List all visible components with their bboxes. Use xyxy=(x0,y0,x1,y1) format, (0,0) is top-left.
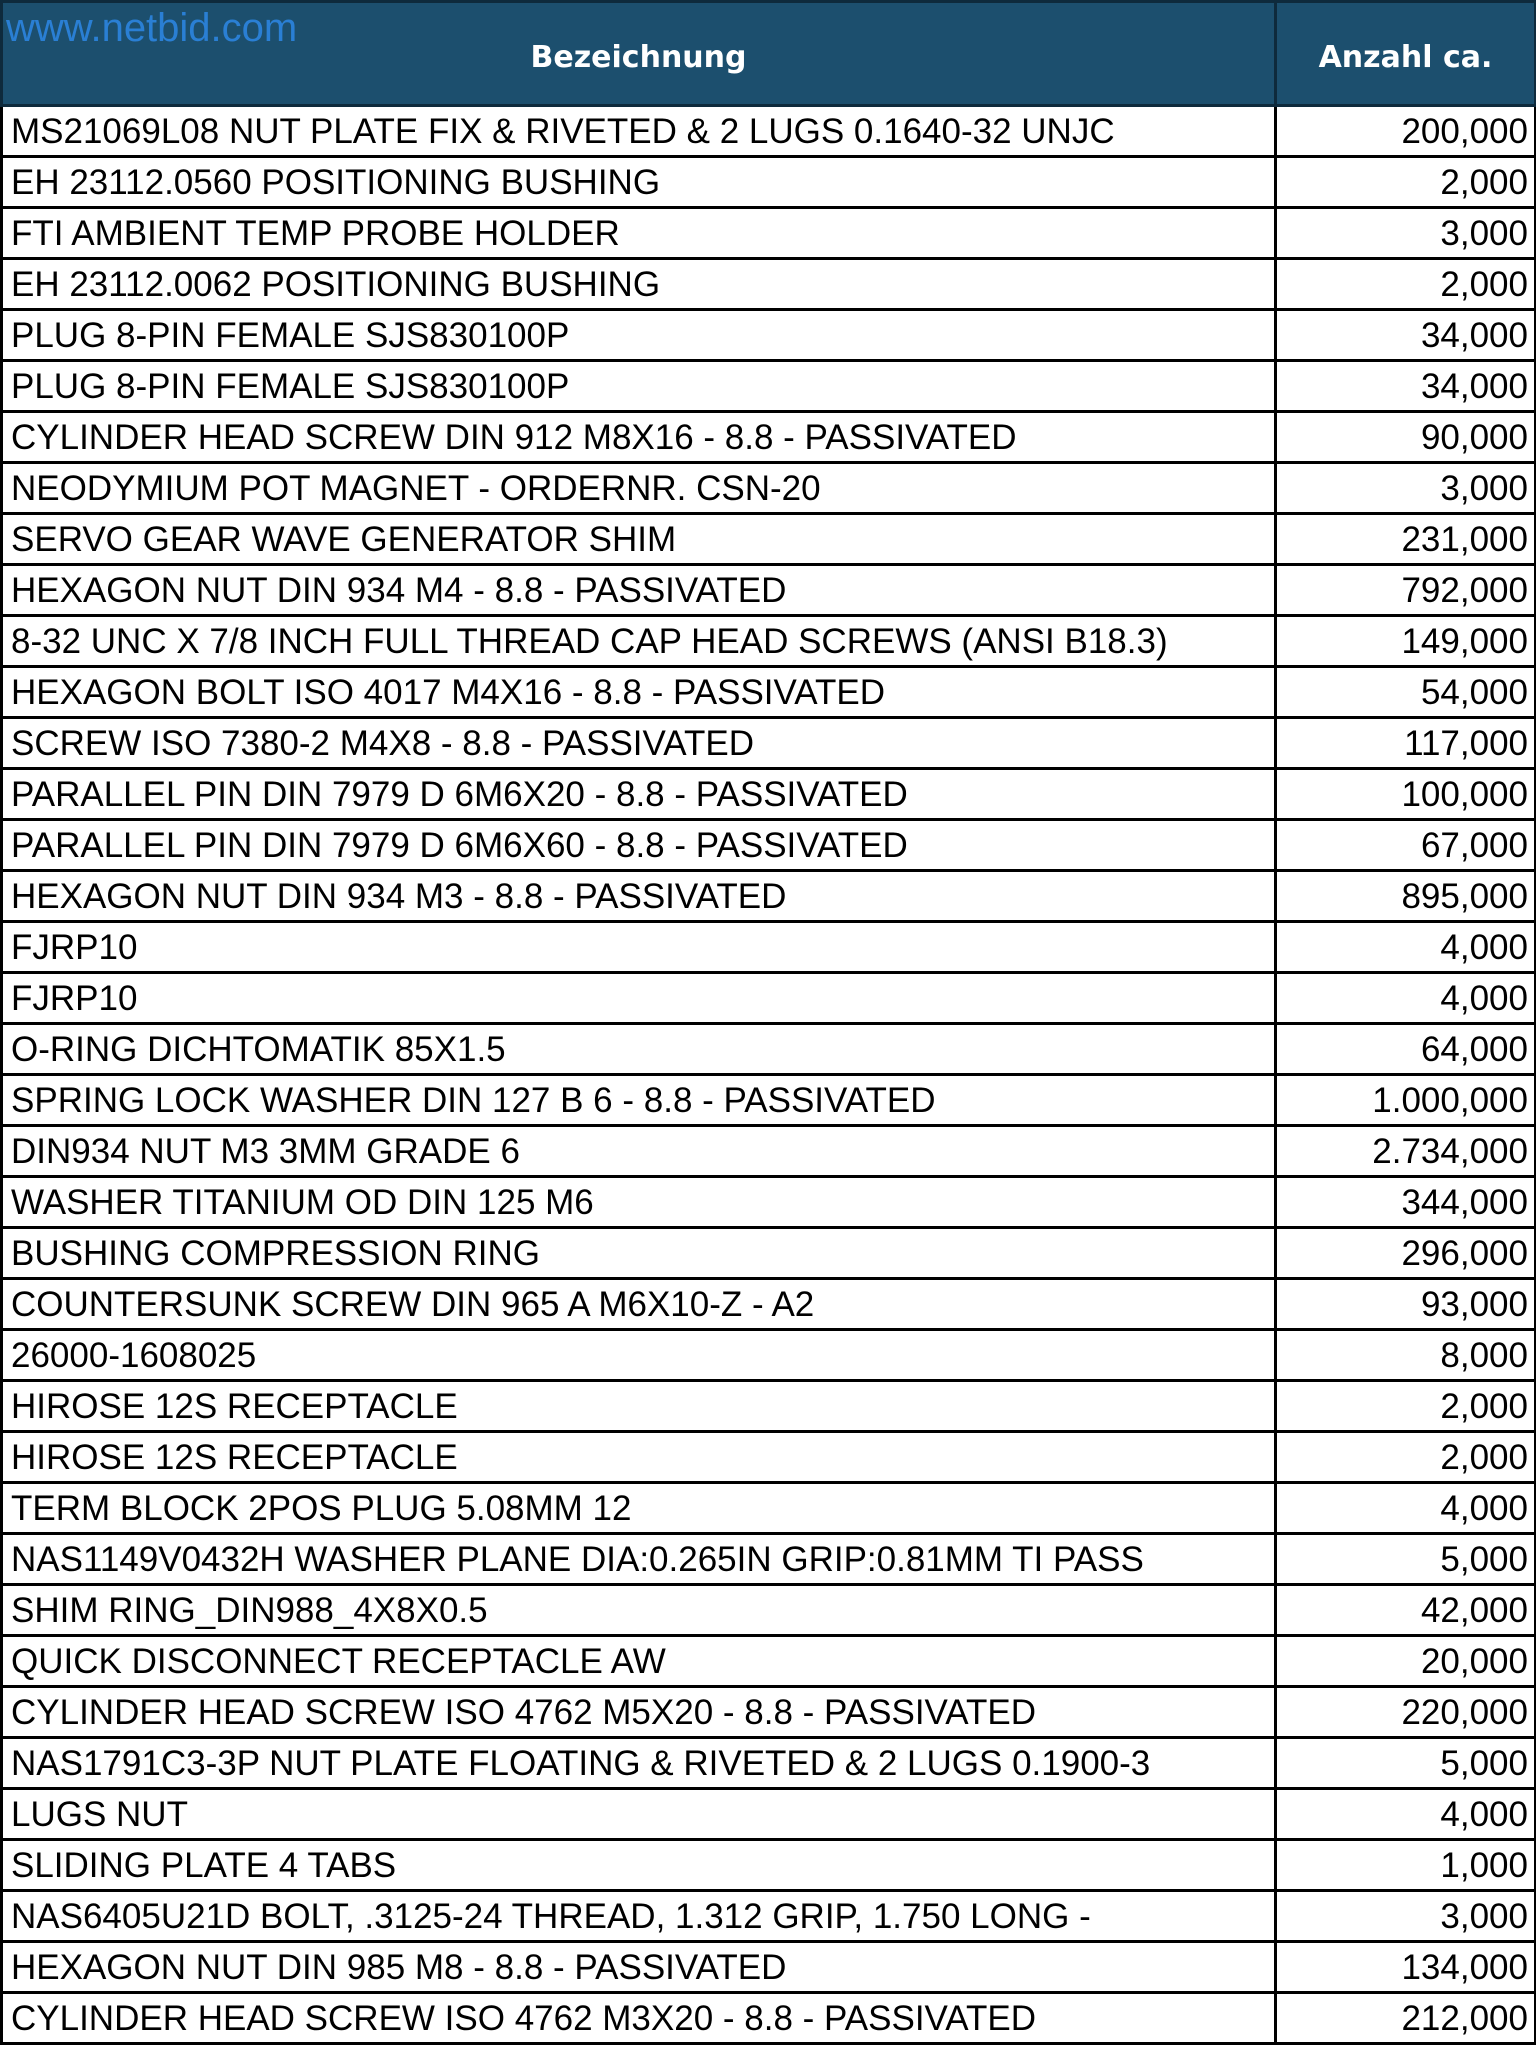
item-name-cell: EH 23112.0560 POSITIONING BUSHING xyxy=(2,157,1276,208)
column-header-anzahl: Anzahl ca. xyxy=(1276,2,1536,106)
table-row xyxy=(2,157,1536,208)
item-quantity-cell: 2,000 xyxy=(1276,259,1536,310)
table-row xyxy=(2,1279,1536,1330)
table-row xyxy=(2,922,1536,973)
item-quantity-cell: 895,000 xyxy=(1276,871,1536,922)
table-row xyxy=(2,1228,1536,1279)
item-name-cell: HEXAGON BOLT ISO 4017 M4X16 - 8.8 - PASSIVATED xyxy=(2,667,1276,718)
table-row xyxy=(2,259,1536,310)
table-row xyxy=(2,310,1536,361)
table-row xyxy=(2,1024,1536,1075)
item-quantity-cell: 149,000 xyxy=(1276,616,1536,667)
item-name-cell: NAS1149V0432H WASHER PLANE DIA:0.265IN GRIP:0.81MM TI PASS xyxy=(2,1534,1276,1585)
table-row xyxy=(2,1942,1536,1993)
item-quantity-cell: 792,000 xyxy=(1276,565,1536,616)
item-name-cell: FTI AMBIENT TEMP PROBE HOLDER xyxy=(2,208,1276,259)
item-quantity-cell: 2.734,000 xyxy=(1276,1126,1536,1177)
item-quantity-cell: 4,000 xyxy=(1276,922,1536,973)
item-name-cell: HEXAGON NUT DIN 934 M3 - 8.8 - PASSIVATED xyxy=(2,871,1276,922)
item-quantity-cell: 3,000 xyxy=(1276,1891,1536,1942)
watermark-text: www.netbid.com xyxy=(6,6,298,50)
item-name-cell: NAS1791C3-3P NUT PLATE FLOATING & RIVETED & 2 LUGS 0.1900-3 xyxy=(2,1738,1276,1789)
table-row xyxy=(2,1738,1536,1789)
item-quantity-cell: 3,000 xyxy=(1276,463,1536,514)
item-quantity-cell: 1,000 xyxy=(1276,1840,1536,1891)
item-name-cell: HIROSE 12S RECEPTACLE xyxy=(2,1381,1276,1432)
table-row xyxy=(2,1381,1536,1432)
table-row xyxy=(2,208,1536,259)
item-name-cell: 26000-1608025 xyxy=(2,1330,1276,1381)
item-name-cell: BUSHING COMPRESSION RING xyxy=(2,1228,1276,1279)
item-name-cell: NEODYMIUM POT MAGNET - ORDERNR. CSN-20 xyxy=(2,463,1276,514)
table-row xyxy=(2,667,1536,718)
item-quantity-cell: 220,000 xyxy=(1276,1687,1536,1738)
table-row xyxy=(2,1840,1536,1891)
item-quantity-cell: 3,000 xyxy=(1276,208,1536,259)
item-name-cell: HIROSE 12S RECEPTACLE xyxy=(2,1432,1276,1483)
item-quantity-cell: 231,000 xyxy=(1276,514,1536,565)
table-row xyxy=(2,616,1536,667)
item-quantity-cell: 134,000 xyxy=(1276,1942,1536,1993)
item-name-cell: COUNTERSUNK SCREW DIN 965 A M6X10-Z - A2 xyxy=(2,1279,1276,1330)
table-row xyxy=(2,871,1536,922)
table-row xyxy=(2,1126,1536,1177)
table-row xyxy=(2,565,1536,616)
item-quantity-cell: 64,000 xyxy=(1276,1024,1536,1075)
item-quantity-cell: 93,000 xyxy=(1276,1279,1536,1330)
item-quantity-cell: 90,000 xyxy=(1276,412,1536,463)
item-name-cell: QUICK DISCONNECT RECEPTACLE AW xyxy=(2,1636,1276,1687)
item-quantity-cell: 200,000 xyxy=(1276,106,1536,157)
table-row xyxy=(2,1075,1536,1126)
item-quantity-cell: 4,000 xyxy=(1276,1483,1536,1534)
table-row xyxy=(2,1483,1536,1534)
item-name-cell: 8-32 UNC X 7/8 INCH FULL THREAD CAP HEAD SCREWS (ANSI B18.3) xyxy=(2,616,1276,667)
table-row xyxy=(2,820,1536,871)
table-row xyxy=(2,769,1536,820)
item-name-cell: SLIDING PLATE 4 TABS xyxy=(2,1840,1276,1891)
table-row xyxy=(2,106,1536,157)
item-name-cell: PLUG 8-PIN FEMALE SJS830100P xyxy=(2,361,1276,412)
item-quantity-cell: 296,000 xyxy=(1276,1228,1536,1279)
table-row xyxy=(2,1177,1536,1228)
item-quantity-cell: 34,000 xyxy=(1276,361,1536,412)
item-name-cell: HEXAGON NUT DIN 934 M4 - 8.8 - PASSIVATED xyxy=(2,565,1276,616)
item-name-cell: FJRP10 xyxy=(2,922,1276,973)
item-name-cell: TERM BLOCK 2POS PLUG 5.08MM 12 xyxy=(2,1483,1276,1534)
table-row xyxy=(2,1585,1536,1636)
table-row xyxy=(2,1993,1536,2044)
item-name-cell: NAS6405U21D BOLT, .3125-24 THREAD, 1.312 GRIP, 1.750 LONG - xyxy=(2,1891,1276,1942)
item-quantity-cell: 212,000 xyxy=(1276,1993,1536,2044)
item-name-cell: CYLINDER HEAD SCREW DIN 912 M8X16 - 8.8 - PASSIVATED xyxy=(2,412,1276,463)
item-name-cell: HEXAGON NUT DIN 985 M8 - 8.8 - PASSIVATED xyxy=(2,1942,1276,1993)
item-quantity-cell: 67,000 xyxy=(1276,820,1536,871)
item-name-cell: O-RING DICHTOMATIK 85X1.5 xyxy=(2,1024,1276,1075)
item-quantity-cell: 1.000,000 xyxy=(1276,1075,1536,1126)
item-name-cell: SPRING LOCK WASHER DIN 127 B 6 - 8.8 - PASSIVATED xyxy=(2,1075,1276,1126)
column-header-bezeichnung: Bezeichnung xyxy=(2,2,1276,106)
item-name-cell: CYLINDER HEAD SCREW ISO 4762 M3X20 - 8.8 - PASSIVATED xyxy=(2,1993,1276,2044)
item-name-cell: PARALLEL PIN DIN 7979 D 6M6X60 - 8.8 - PASSIVATED xyxy=(2,820,1276,871)
table-row xyxy=(2,1636,1536,1687)
table-row xyxy=(2,361,1536,412)
item-name-cell: EH 23112.0062 POSITIONING BUSHING xyxy=(2,259,1276,310)
item-quantity-cell: 34,000 xyxy=(1276,310,1536,361)
item-quantity-cell: 100,000 xyxy=(1276,769,1536,820)
item-name-cell: WASHER TITANIUM OD DIN 125 M6 xyxy=(2,1177,1276,1228)
table-row xyxy=(2,463,1536,514)
table-body xyxy=(2,106,1536,2044)
item-name-cell: SERVO GEAR WAVE GENERATOR SHIM xyxy=(2,514,1276,565)
item-quantity-cell: 8,000 xyxy=(1276,1330,1536,1381)
table-row xyxy=(2,1330,1536,1381)
table-row xyxy=(2,514,1536,565)
item-name-cell: CYLINDER HEAD SCREW ISO 4762 M5X20 - 8.8 - PASSIVATED xyxy=(2,1687,1276,1738)
table-row xyxy=(2,1687,1536,1738)
item-name-cell: LUGS NUT xyxy=(2,1789,1276,1840)
item-name-cell: PLUG 8-PIN FEMALE SJS830100P xyxy=(2,310,1276,361)
table-row xyxy=(2,1432,1536,1483)
item-name-cell: SCREW ISO 7380-2 M4X8 - 8.8 - PASSIVATED xyxy=(2,718,1276,769)
item-name-cell: SHIM RING_DIN988_4X8X0.5 xyxy=(2,1585,1276,1636)
item-quantity-cell: 2,000 xyxy=(1276,1432,1536,1483)
item-quantity-cell: 5,000 xyxy=(1276,1534,1536,1585)
item-name-cell: DIN934 NUT M3 3MM GRADE 6 xyxy=(2,1126,1276,1177)
table-row xyxy=(2,973,1536,1024)
item-quantity-cell: 2,000 xyxy=(1276,157,1536,208)
item-quantity-cell: 54,000 xyxy=(1276,667,1536,718)
item-quantity-cell: 20,000 xyxy=(1276,1636,1536,1687)
table-row xyxy=(2,718,1536,769)
table-row xyxy=(2,412,1536,463)
table-row xyxy=(2,1534,1536,1585)
item-name-cell: PARALLEL PIN DIN 7979 D 6M6X20 - 8.8 - PASSIVATED xyxy=(2,769,1276,820)
item-quantity-cell: 42,000 xyxy=(1276,1585,1536,1636)
item-name-cell: MS21069L08 NUT PLATE FIX & RIVETED & 2 LUGS 0.1640-32 UNJC xyxy=(2,106,1276,157)
item-quantity-cell: 5,000 xyxy=(1276,1738,1536,1789)
table-row xyxy=(2,1789,1536,1840)
item-name-cell: FJRP10 xyxy=(2,973,1276,1024)
item-quantity-cell: 4,000 xyxy=(1276,1789,1536,1840)
item-quantity-cell: 344,000 xyxy=(1276,1177,1536,1228)
table-row xyxy=(2,1891,1536,1942)
item-quantity-cell: 4,000 xyxy=(1276,973,1536,1024)
item-quantity-cell: 2,000 xyxy=(1276,1381,1536,1432)
item-quantity-cell: 117,000 xyxy=(1276,718,1536,769)
